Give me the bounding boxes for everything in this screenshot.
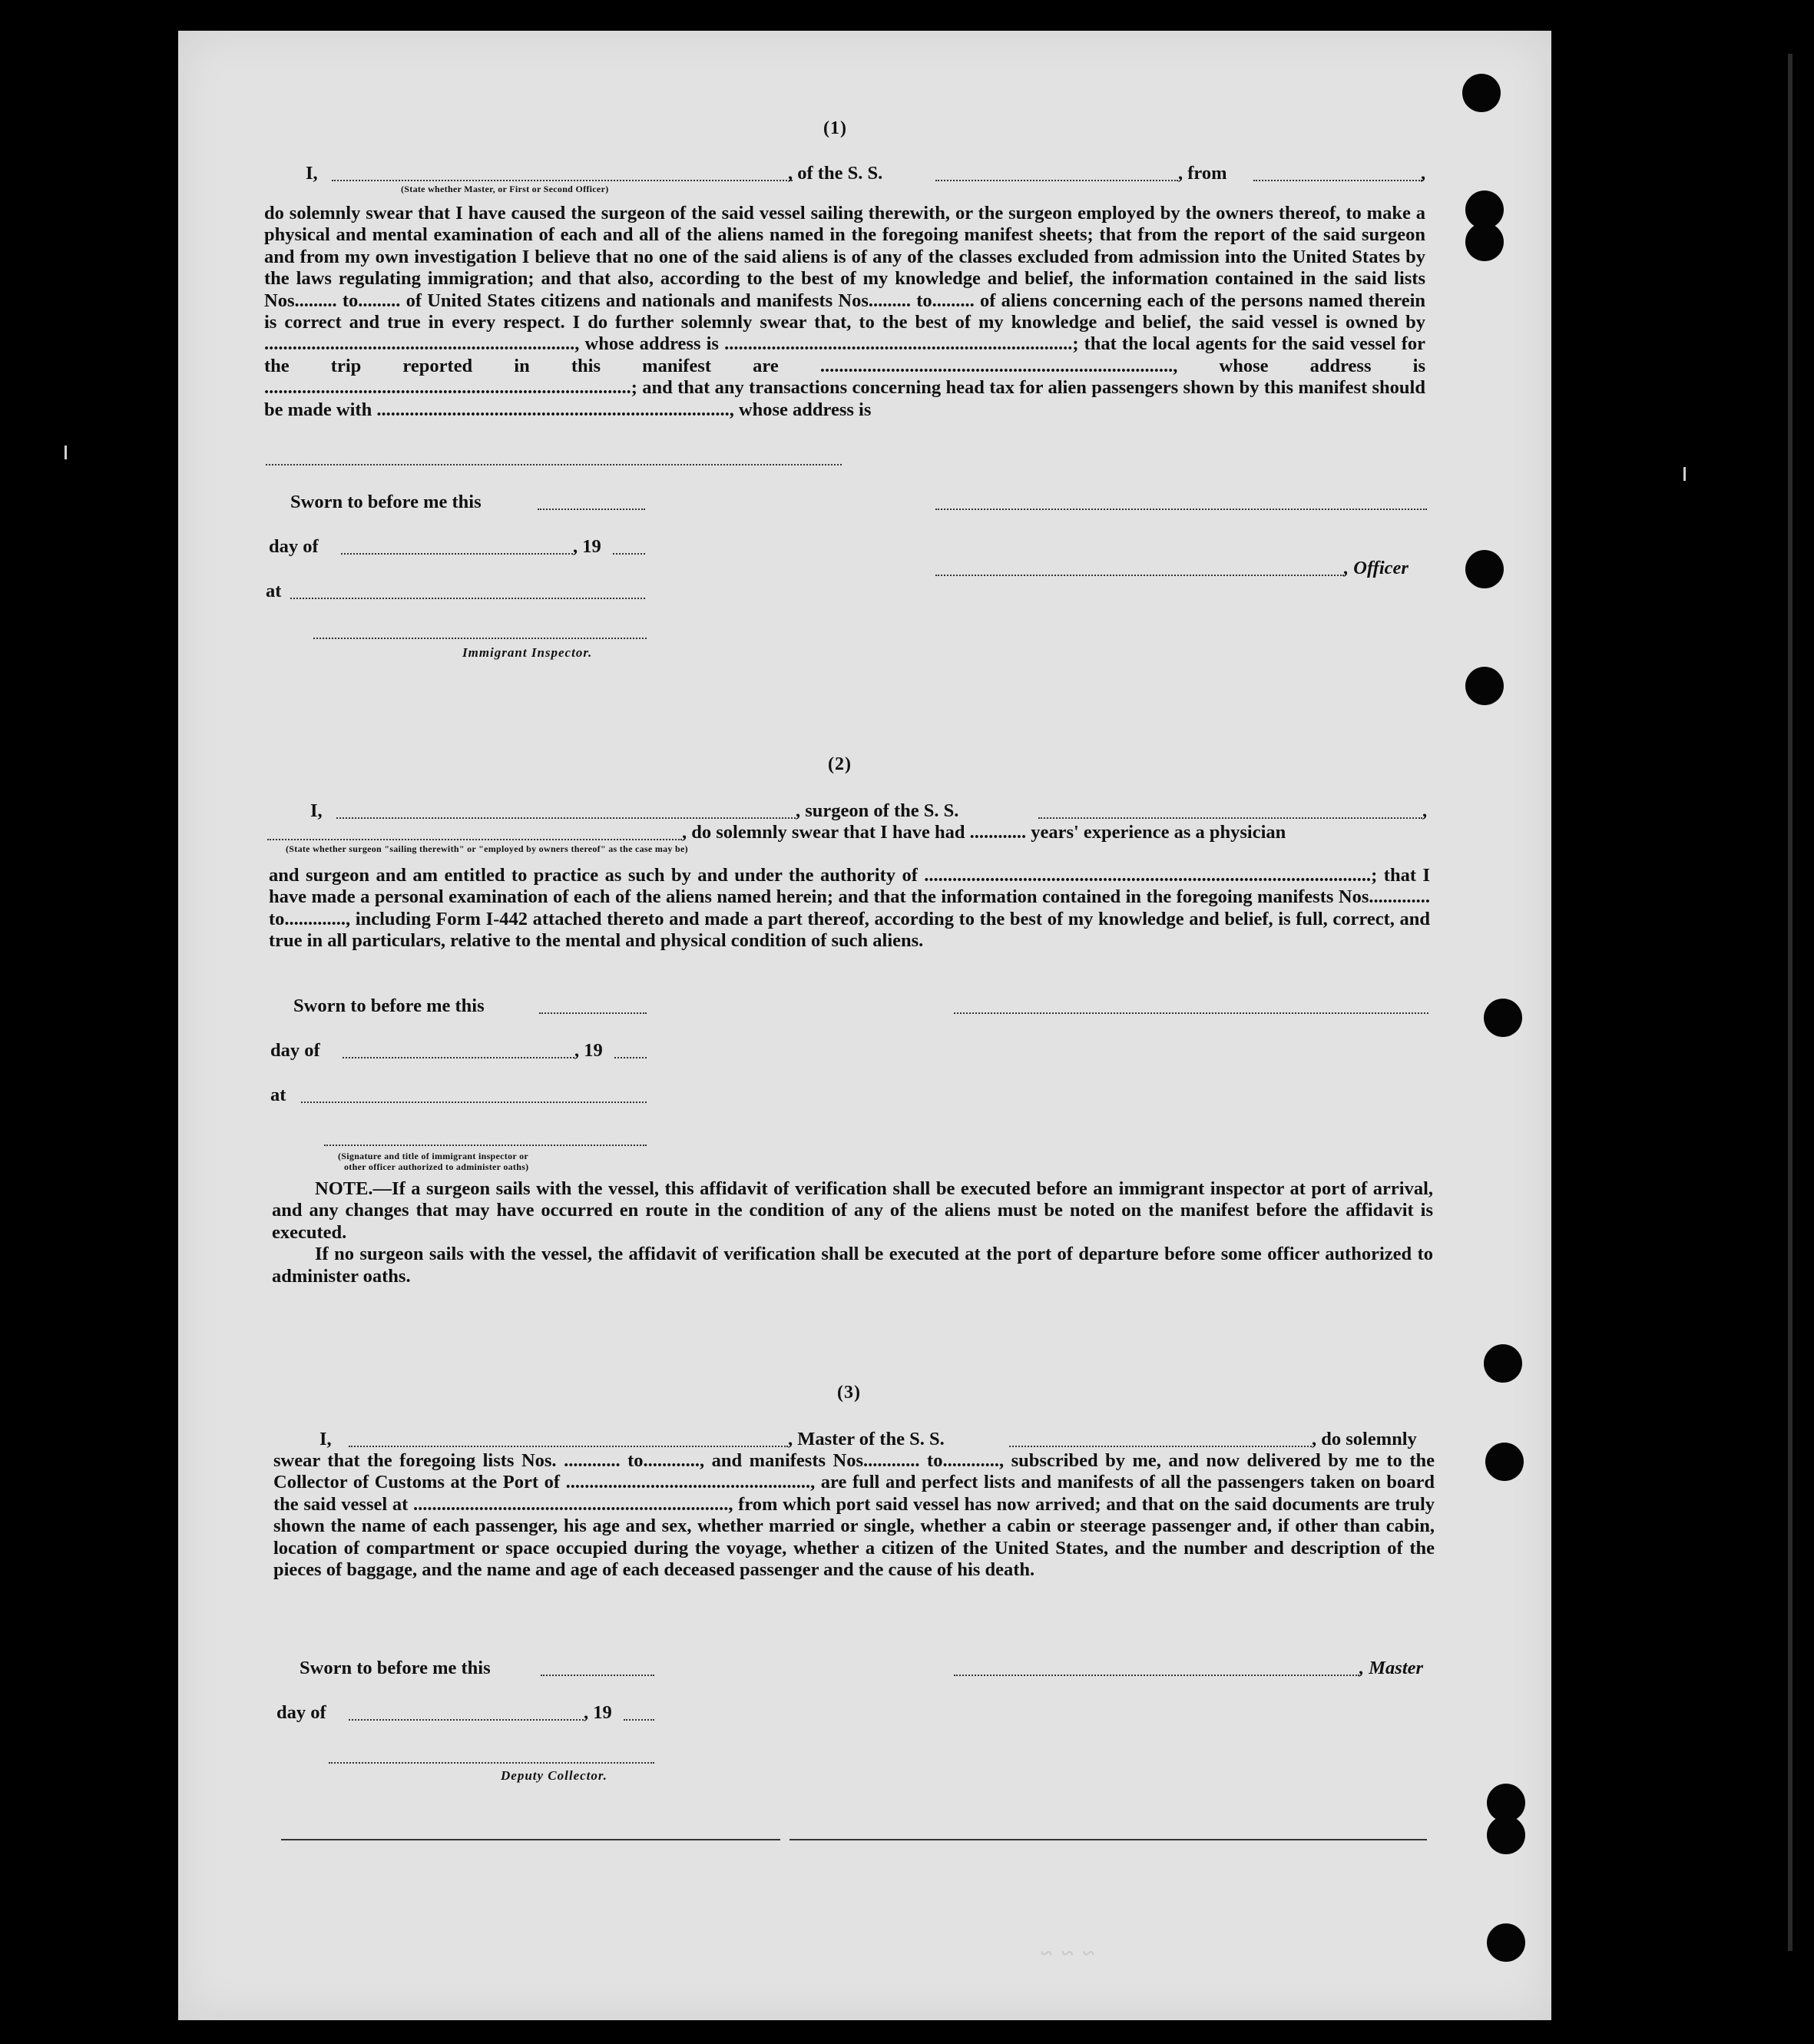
year-label-1: , 19 <box>573 536 601 557</box>
day-of-label-2: day of <box>270 1040 320 1061</box>
punch-hole <box>1484 999 1522 1037</box>
master-signature-field[interactable] <box>954 1675 1359 1676</box>
section-2-body-text: and surgeon and am entitled to practice as such by and under the authority of ...............................................................................................; that I have made a personal examination of each of the aliens named herein; and that the information contained in the foregoing manifests Nos............. to............., including Form I-442 attached thereto and made a part thereof, according to the best of my knowledge and belief, is full, correct, and true in all particulars, relative to the mental and physical condition of such aliens. <box>269 865 1430 952</box>
at-label-1: at <box>266 581 282 601</box>
surgeon-status-field[interactable] <box>267 839 682 840</box>
sworn-date-field-3[interactable] <box>541 1675 654 1676</box>
punch-hole <box>1462 74 1501 112</box>
signature-field-1[interactable] <box>935 509 1427 510</box>
day-of-field-1[interactable] <box>341 553 573 555</box>
day-of-field-2[interactable] <box>343 1057 574 1058</box>
surgeon-vessel-field[interactable] <box>1038 817 1422 819</box>
year-field-2[interactable] <box>614 1057 647 1058</box>
owner-address-field[interactable] <box>266 464 842 465</box>
section-2-note <box>272 1178 1433 1287</box>
surgeon-name-field[interactable] <box>336 817 796 819</box>
scan-edge <box>1788 54 1792 1951</box>
master-of-ss-label: , Master of the S. S. <box>788 1429 945 1449</box>
bottom-rule-right <box>789 1839 1427 1840</box>
section-2-body <box>269 865 1430 952</box>
master-name-field[interactable] <box>349 1446 788 1447</box>
punch-hole <box>1487 1923 1525 1962</box>
comma: , <box>1421 163 1426 184</box>
bottom-rule-left <box>281 1839 780 1840</box>
section-2-number: (2) <box>828 754 852 774</box>
from-label: , from <box>1178 163 1227 184</box>
section-1-number: (1) <box>823 118 847 138</box>
year-label-2: , 19 <box>574 1040 603 1061</box>
section-3-body-text: swear that the foregoing lists Nos. ............ to............, and manifests Nos............ to............, subscribed by me, and now delivered by me to the Collector of Customs at the Port of ...................................................., are full and perfect lists and manifests of all the passengers taken on board the said vessel at ..................................................................., from which port said vessel has now arrived; and that on the said documents are truly shown the name of each passenger, his age and sex, whether married or single, whether a cabin or steerage passenger and, if other than cabin, location of compartment or space occupied during the voyage, whether a citizen of the United States, and the number and description of the pieces of baggage, and the name and age of each deceased passenger and the cause of his death. <box>273 1450 1435 1581</box>
master-vessel-field[interactable] <box>1009 1446 1312 1447</box>
inspector-signature-field-2[interactable] <box>324 1145 647 1146</box>
do-solemnly-label: , do solemnly <box>1312 1429 1417 1449</box>
at-place-field-2[interactable] <box>301 1102 647 1103</box>
officer-label: , Officer <box>1344 558 1408 578</box>
collector-caption: Deputy Collector. <box>501 1768 607 1783</box>
section-2-i-label: I, <box>310 800 323 821</box>
sworn-label-2: Sworn to before me this <box>293 995 485 1016</box>
from-port-field[interactable] <box>1253 180 1422 181</box>
officer-name-field[interactable] <box>332 180 793 181</box>
sworn-label-3: Sworn to before me this <box>300 1658 491 1678</box>
section-3-i-label: I, <box>319 1429 332 1449</box>
surgeon-state-hint: (State whether surgeon "sailing therewith" or "employed by owners thereof" as the case may be) <box>286 843 688 854</box>
signature-field-2[interactable] <box>954 1012 1428 1014</box>
inspector-signature-field[interactable] <box>313 638 647 639</box>
of-ss-label: , of the S. S. <box>788 163 883 184</box>
day-of-label-1: day of <box>269 536 319 557</box>
year-label-3: , 19 <box>584 1702 612 1723</box>
day-of-field-3[interactable] <box>349 1719 584 1721</box>
at-label-2: at <box>270 1085 286 1105</box>
punch-hole <box>1465 550 1504 588</box>
punch-hole <box>1487 1816 1525 1854</box>
vessel-name-field[interactable] <box>935 180 1178 181</box>
scan-mark <box>1683 467 1686 481</box>
day-of-label-3: day of <box>276 1702 326 1723</box>
bleed-through-text: ~ ~ ~ <box>1038 1942 1094 1966</box>
scan-mark <box>65 446 67 459</box>
collector-signature-field[interactable] <box>329 1762 654 1764</box>
section-1-body <box>264 203 1425 421</box>
section-3-number: (3) <box>837 1383 861 1403</box>
officer-signature-field[interactable] <box>935 575 1344 576</box>
form-page <box>178 31 1551 2020</box>
surgeon-of-ss-label: , surgeon of the S. S. <box>796 800 959 821</box>
section-1-i-label: I, <box>306 163 318 184</box>
punch-hole <box>1485 1443 1524 1481</box>
surgeon-experience-text: , do solemnly swear that I have had ............ years' experience as a physician <box>682 822 1286 843</box>
master-label: , Master <box>1359 1658 1424 1678</box>
section-1-body-text: do solemnly swear that I have caused the surgeon of the said vessel sailing therewith, or the surgeon employed by the owners thereof, to make a physical and mental examination of each and all of the aliens named in the foregoing manifest sheets; that from the report of the said surgeon and from my own investigation I believe that no one of the said aliens is of any of the classes excluded from admission into the United States by the laws regulating immigration; and that also, according to the best of my knowledge and belief, the information contained in the said lists Nos......... to......... of United States citizens and nationals and manifests Nos......... to......... of aliens concerning each of the persons named therein is correct and true in every respect. I do further solemnly swear that, to the best of my knowledge and belief, the said vessel is owned by .................................................................., whose address is ..........................................................................; that the local agents for the said vessel for the trip reported in this manifest are ..........................................................................., whose address is ..............................................................................; and that any transactions concerning head tax for alien passengers shown by this manifest should be made with ..........................................................................., whose address is <box>264 203 1425 420</box>
sworn-date-field-2[interactable] <box>539 1012 647 1014</box>
punch-hole <box>1465 223 1504 261</box>
sig-caption-line-1: (Signature and title of immigrant inspector or <box>338 1151 529 1161</box>
inspector-caption: Immigrant Inspector. <box>462 645 593 660</box>
comma: , <box>1422 800 1428 821</box>
punch-hole <box>1484 1344 1522 1383</box>
year-field-3[interactable] <box>624 1719 654 1721</box>
sig-caption-line-2: other officer authorized to administer oaths) <box>344 1161 529 1172</box>
year-field-1[interactable] <box>613 553 645 555</box>
state-whether-hint: (State whether Master, or First or Second Officer) <box>401 184 609 194</box>
note-paragraph-1: NOTE.—If a surgeon sails with the vessel, this affidavit of verification shall be executed before an immigrant inspector at port of arrival, and any changes that may have occurred en route in the condition of any of the aliens must be noted on the manifest before the affidavit is executed. <box>272 1178 1433 1243</box>
at-place-field-1[interactable] <box>290 598 645 599</box>
sworn-label-1: Sworn to before me this <box>290 492 482 512</box>
sworn-date-field-1[interactable] <box>538 509 645 510</box>
note-paragraph-2: If no surgeon sails with the vessel, the affidavit of verification shall be executed at the port of departure before some officer authorized to administer oaths. <box>272 1244 1433 1287</box>
section-3-body <box>273 1450 1435 1581</box>
punch-hole <box>1465 667 1504 705</box>
